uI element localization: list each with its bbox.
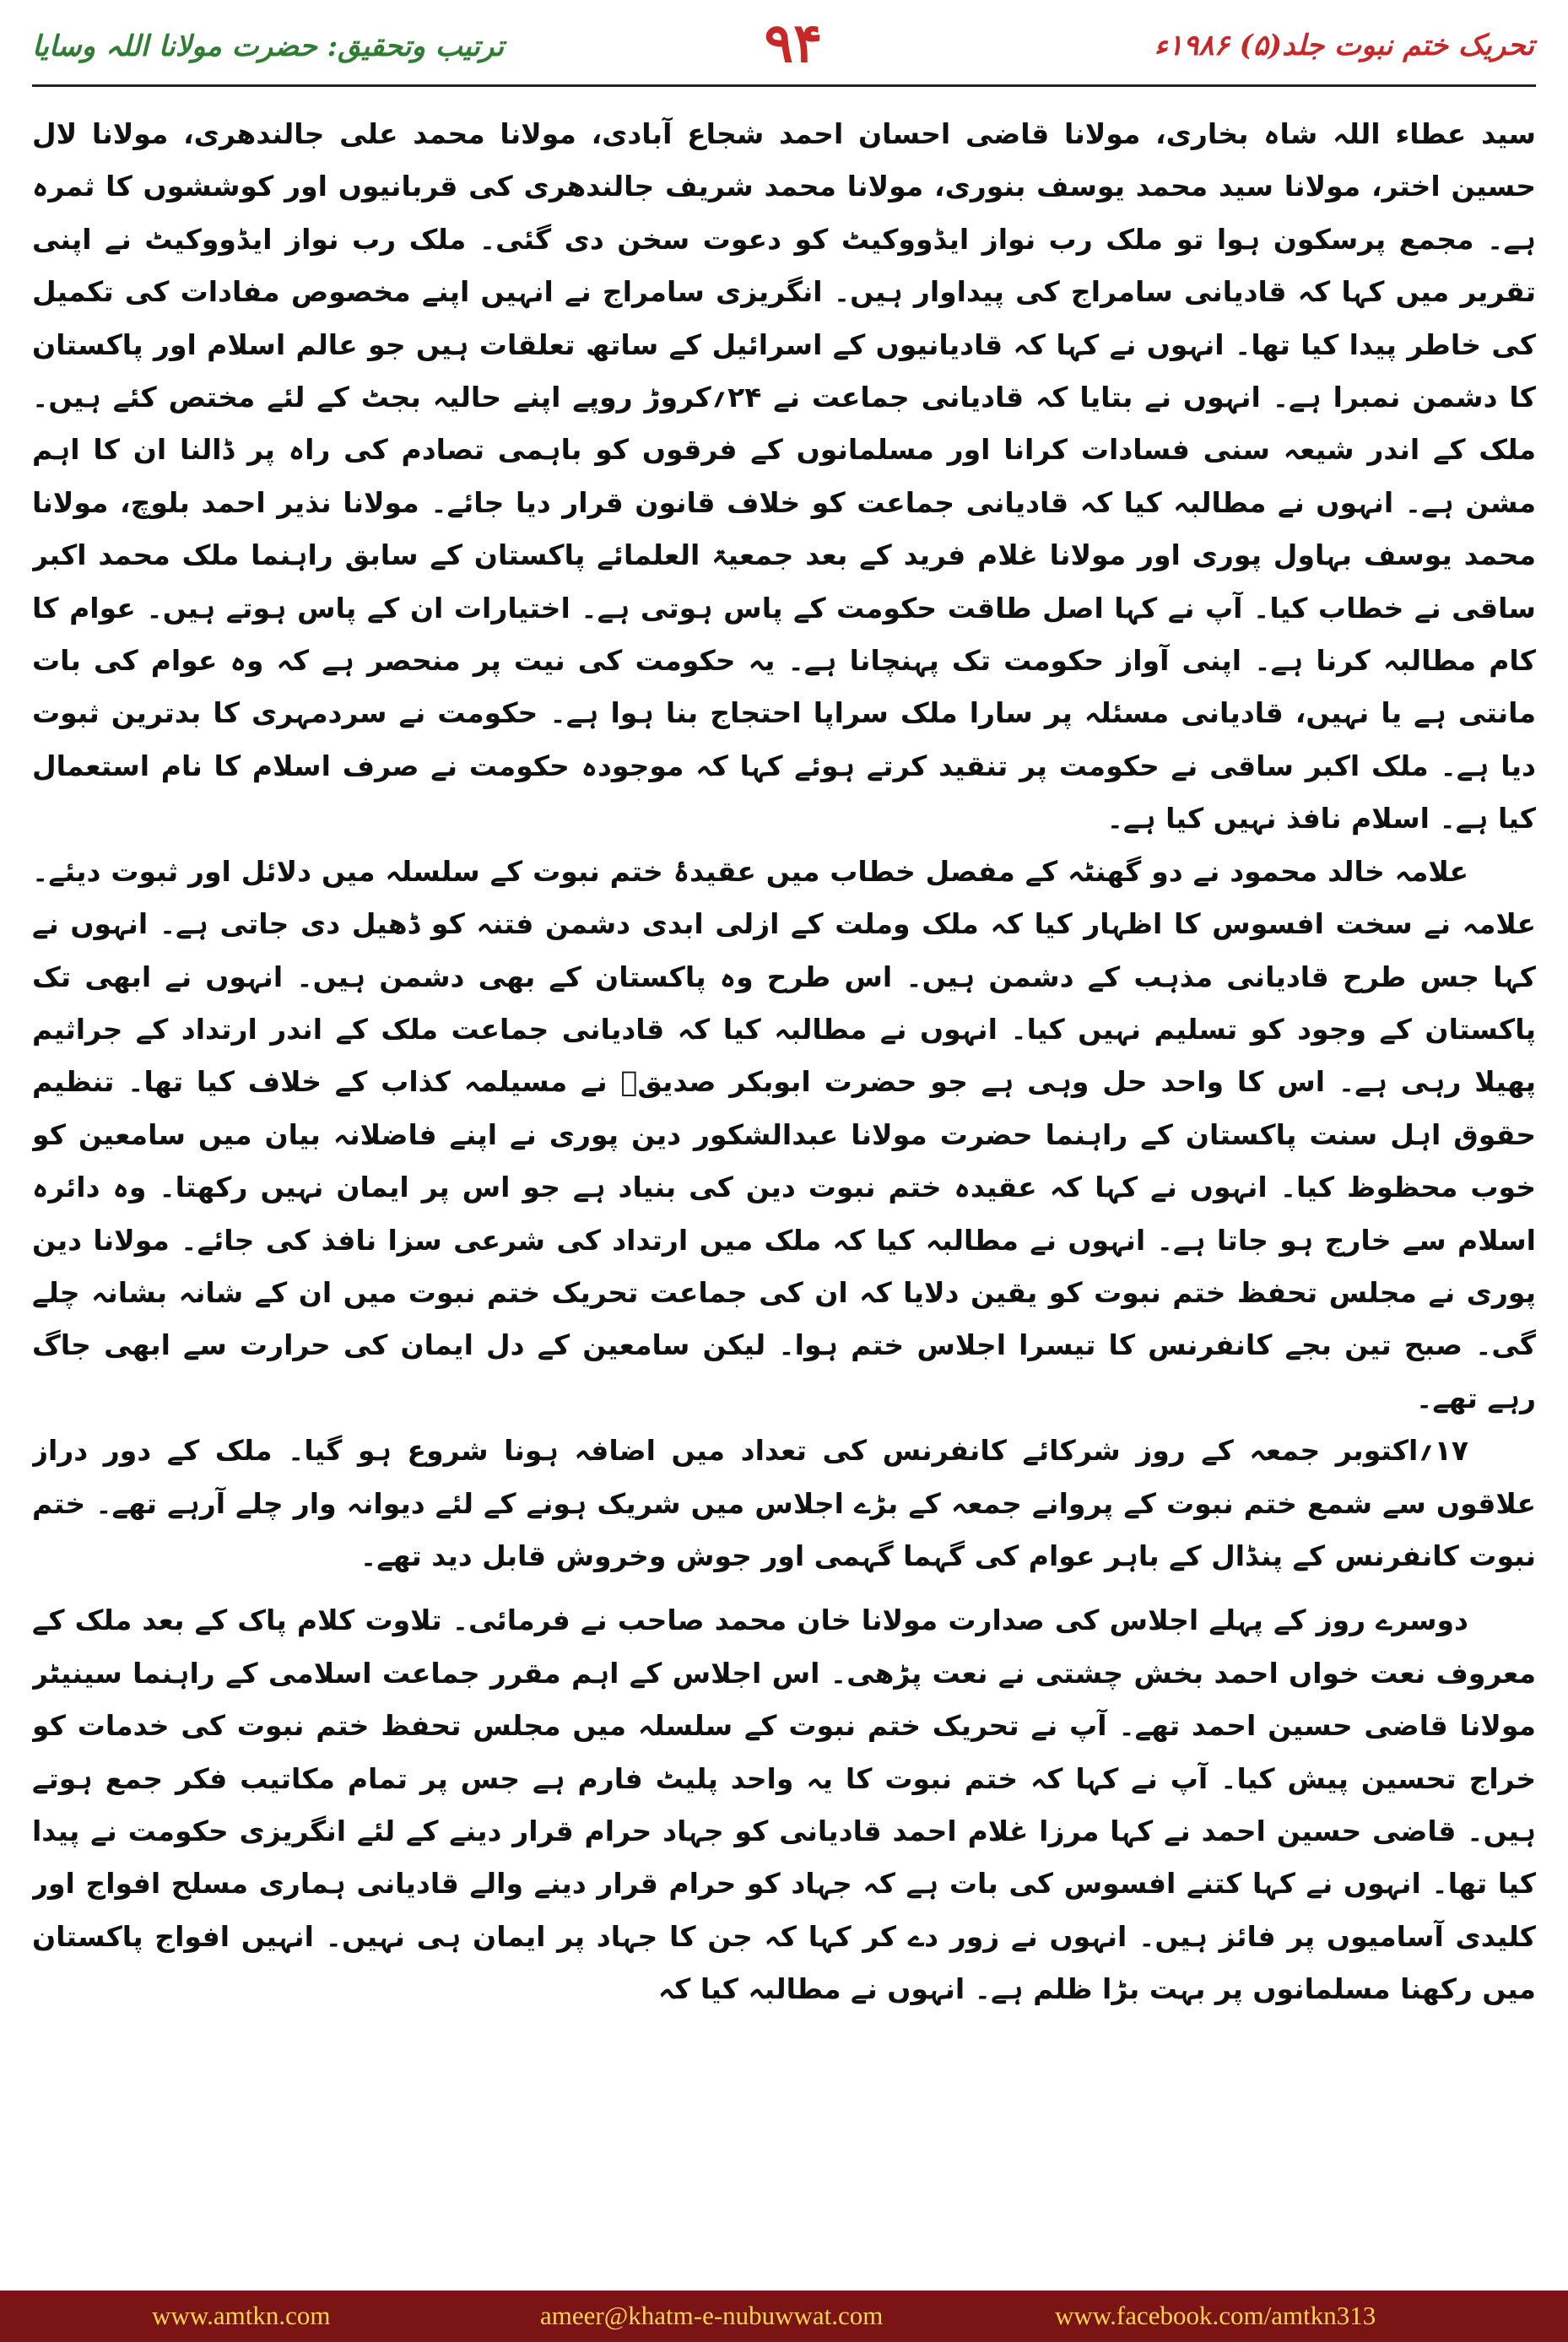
page-footer bbox=[0, 2291, 1568, 2342]
header-divider bbox=[32, 84, 1536, 87]
page-header bbox=[0, 0, 1568, 84]
book-title: تحریک ختم نبوت جلد(۵) ۱۹۸۶ء bbox=[1154, 29, 1534, 62]
compiler-credit: ترتیب وتحقیق: حضرت مولانا اللہ وسایا bbox=[32, 30, 505, 63]
paragraph-4: دوسرے روز کے پہلے اجلاس کی صدارت مولانا خان محمد صاحب نے فرمائی۔ تلاوت کلام پاک کے بعد ملک کے معروف نعت خواں احمد بخش چشتی نے نعت پڑھی۔ اس اجلاس کے اہم مقرر جماعت اسلامی کے راہنما سینیٹر مولانا قاضی حسین احمد تھے۔ آپ نے تحریک ختم نبوت کے سلسلہ میں مجلس تحفظ ختم نبوت کی خدمات کو خراج تحسین پیش کیا۔ آپ نے کہا کہ ختم نبوت کا یہ واحد پلیٹ فارم ہے جس پر تمام مکاتیب فکر جمع ہوتے ہیں۔ قاضی حسین احمد نے کہا مرزا غلام احمد قادیانی کو جہاد حرام قرار دینے کے لئے انگریزی حکومت نے پیدا کیا تھا۔ انہوں نے کہا کتنے افسوس کی بات ہے کہ جہاد کو حرام قرار دینے والے قادیانی ہماری مسلح افواج اور کلیدی آسامیوں پر فائز ہیں۔ انہوں نے زور دے کر کہا کہ جن کا جہاد پر ایمان ہی نہیں۔ انہیں افواج پاکستان میں رکھنا مسلمانوں پر بہت بڑا ظلم ہے۔ انہوں نے مطالبہ کیا کہ bbox=[32, 1604, 1536, 2006]
article-body bbox=[32, 108, 1536, 2269]
paragraph-1: سید عطاء اللہ شاہ بخاری، مولانا قاضی احسان احمد شجاع آبادی، مولانا محمد علی جالندھری، مولانا لال حسین اختر، مولانا سید محمد یوسف بنوری، مولانا محمد شریف جالندھری کی قربانیوں اور کوششوں کا ثمرہ ہے۔ مجمع پرسکون ہوا تو ملک رب نواز ایڈووکیٹ کو دعوت سخن دی گئی۔ ملک رب نواز ایڈووکیٹ نے اپنی تقریر میں کہا کہ قادیانی سامراج کی پیداوار ہیں۔ انگریزی سامراج نے انہیں اپنے مخصوص مفادات کی تکمیل کی خاطر پیدا کیا تھا۔ انہوں نے کہا کہ قادیانیوں کے اسرائیل کے ساتھ تعلقات ہیں جو عالم اسلام اور پاکستان کا دشمن نمبرا ہے۔ انہوں نے بتایا کہ قادیانی جماعت نے ۲۴؍کروڑ روپے اپنے حالیہ بجٹ کے لئے مختص کئے ہیں۔ ملک کے اندر شیعہ سنی فسادات کرانا اور مسلمانوں کے فرقوں کو باہمی تصادم کی راہ پر ڈالنا ان کا اہم مشن ہے۔ انہوں نے مطالبہ کیا کہ قادیانی جماعت کو خلاف قانون قرار دیا جائے۔ مولانا نذیر احمد بلوچ، مولانا محمد یوسف بہاول پوری اور مولانا غلام فرید کے بعد جمعیۃ العلمائے پاکستان کے سابق راہنما ملک محمد اکبر ساقی نے خطاب کیا۔ آپ نے کہا اصل طاقت حکومت کے پاس ہوتی ہے۔ اختیارات ان کے پاس ہوتے ہیں۔ عوام کا کام مطالبہ کرنا ہے۔ اپنی آواز حکومت تک پہنچانا ہے۔ یہ حکومت کی نیت پر منحصر ہے کہ وہ عوام کی بات مانتی ہے یا نہیں، قادیانی مسئلہ پر سارا ملک سراپا احتجاج بنا ہوا ہے۔ حکومت نے سردمہری کا بدترین ثبوت دیا ہے۔ ملک اکبر ساقی نے حکومت پر تنقید کرتے ہوئے کہا کہ موجودہ حکومت نے صرف اسلام کا نام استعمال کیا ہے۔ اسلام نافذ نہیں کیا ہے۔ bbox=[32, 117, 1536, 836]
paragraph-2: علامہ خالد محمود نے دو گھنٹہ کے مفصل خطاب میں عقیدۂ ختم نبوت کے سلسلہ میں دلائل اور ثبوت دیئے۔ علامہ نے سخت افسوس کا اظہار کیا کہ ملک وملت کے ازلی ابدی دشمن فتنہ کو ڈھیل دی جاتی ہے۔ انہوں نے کہا جس طرح قادیانی مذہب کے دشمن ہیں۔ اس طرح وہ پاکستان کے بھی دشمن ہیں۔ انہوں نے ابھی تک پاکستان کے وجود کو تسلیم نہیں کیا۔ انہوں نے مطالبہ کیا کہ قادیانی جماعت ملک کے اندر ارتداد کے جراثیم پھیلا رہی ہے۔ اس کا واحد حل وہی ہے جو حضرت ابوبکر صدیقؓ نے مسیلمہ کذاب کے خلاف کیا تھا۔ تنظیم حقوق اہل سنت پاکستان کے راہنما حضرت مولانا عبدالشکور دین پوری نے اپنے فاضلانہ بیان میں سامعین کو خوب محظوظ کیا۔ انہوں نے کہا کہ عقیدہ ختم نبوت دین کی بنیاد ہے جو اس پر ایمان نہیں رکھتا۔ وہ دائرہ اسلام سے خارج ہو جاتا ہے۔ انہوں نے مطالبہ کیا کہ ملک میں ارتداد کی شرعی سزا نافذ کی جائے۔ مولانا دین پوری نے مجلس تحفظ ختم نبوت کو یقین دلایا کہ ان کی جماعت تحریک ختم نبوت میں ان کے شانہ بشانہ چلے گی۔ صبح تین بجے کانفرنس کا تیسرا اجلاس ختم ہوا۔ لیکن سامعین کے دل ایمان کی حرارت سے ابھی جاگ رہے تھے۔ bbox=[32, 854, 1536, 1414]
website-link[interactable]: www.amtkn.com bbox=[152, 2301, 331, 2330]
paragraph-3: ۱۷؍اکتوبر جمعہ کے روز شرکائے کانفرنس کی تعداد میں اضافہ ہونا شروع ہو گیا۔ ملک کے دور دراز علاقوں سے شمع ختم نبوت کے پروانے جمعہ کے بڑے اجلاس میں شریک ہونے کے لئے دیوانہ وار چلے آرہے تھے۔ ختم نبوت کانفرنس کے پنڈال کے باہر عوام کی گہما گہمی اور جوش وخروش قابل دید تھے۔ bbox=[32, 1434, 1536, 1572]
facebook-link[interactable]: www.facebook.com/amtkn313 bbox=[1055, 2301, 1376, 2330]
page-number: ۹۴ bbox=[764, 12, 823, 75]
email-link[interactable]: ameer@khatm-e-nubuwwat.com bbox=[540, 2301, 884, 2330]
